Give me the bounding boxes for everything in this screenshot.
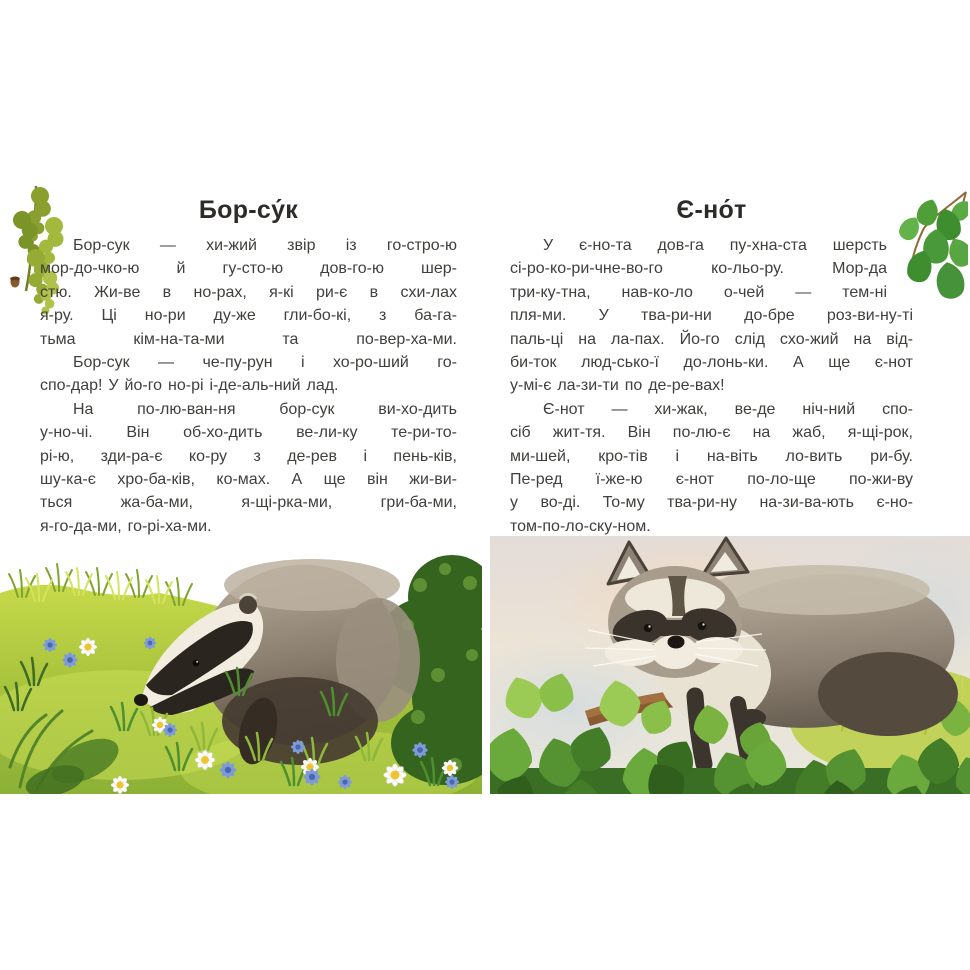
text-line: пля-ми. У тва-ри-ни до-бре роз-ви-ну-ті bbox=[510, 307, 913, 325]
text-line: стю. Жи-ве в но-рах, я-кі ри-є в схи-лах bbox=[40, 283, 457, 301]
text-line: у-но-чі. Він об-хо-дить ве-ли-ку те-ри-то- bbox=[40, 424, 457, 442]
text-line: шу-ка-є хро-ба-ків, ко-мах. А ще він жи-ви- bbox=[40, 471, 457, 489]
text-line: мор-до-чко-ю й гу-сто-ю дов-го-ю шер- bbox=[40, 260, 457, 278]
text-line: у во-ді. То-му тва-ри-ну на-зи-ва-ють є-но- bbox=[510, 494, 913, 512]
text-line: ться жа-ба-ми, я-щі-рка-ми, гри-ба-ми, bbox=[40, 494, 457, 512]
text-line: Є-нот — хи-жак, ве-де ніч-ний спо- bbox=[543, 400, 913, 418]
text-line: Бор-сук — хи-жий звір із го-стро-ю bbox=[73, 237, 457, 254]
text-line: спо-дар! У йо-го но-рі і-де-аль-ний лад. bbox=[40, 377, 339, 395]
text-line: сіб жит-тя. Він по-лю-є на жаб, я-щі-рок, bbox=[510, 424, 913, 442]
text-line: сі-ро-ко-ри-чне-во-го ко-льо-ру. Мор-да bbox=[510, 260, 887, 278]
text-line: три-ку-тна, нав-ко-ло о-чей — тем-ні bbox=[510, 283, 887, 301]
text-line: у-мі-є ла-зи-ти по де-ре-вах! bbox=[510, 377, 725, 395]
text-line: я-го-да-ми, го-рі-ха-ми. bbox=[40, 517, 212, 535]
badger-illustration bbox=[0, 535, 482, 794]
text-line: тьма кім-на-та-ми та по-вер-ха-ми. bbox=[40, 330, 457, 348]
page-badger bbox=[40, 195, 457, 538]
page-title-raccoon: Є-но́т bbox=[676, 196, 747, 224]
text-line: паль-ці на ла-пах. Йо-го слід схо-жий на від- bbox=[510, 330, 913, 348]
text-line: Бор-сук — че-пу-рун і хо-ро-ший го- bbox=[73, 354, 457, 372]
text-line: рі-ю, зди-ра-є ко-ру з де-рев і пень-ків, bbox=[40, 447, 457, 465]
text-line: я-ру. Ці но-ри ду-же гли-бо-кі, з ба-га- bbox=[40, 307, 457, 325]
text-line: ми-шей, кро-тів і на-віть ло-вить ри-бу. bbox=[510, 447, 913, 465]
page-title-badger: Бор-су́к bbox=[198, 196, 299, 224]
text-line: На по-лю-ван-ня бор-сук ви-хо-дить bbox=[73, 400, 457, 418]
text-line: би-ток люд-сько-ї до-лонь-ки. А ще є-нот bbox=[510, 354, 913, 372]
text-line: том-по-ло-ску-ном. bbox=[510, 517, 651, 535]
page-raccoon bbox=[510, 195, 913, 538]
raccoon-illustration bbox=[490, 536, 970, 794]
text-line: Пе-ред ї-же-ю є-нот по-ло-ще по-жи-ву bbox=[510, 471, 913, 489]
text-line: У є-но-та дов-га пу-хна-ста шерсть bbox=[543, 237, 887, 254]
